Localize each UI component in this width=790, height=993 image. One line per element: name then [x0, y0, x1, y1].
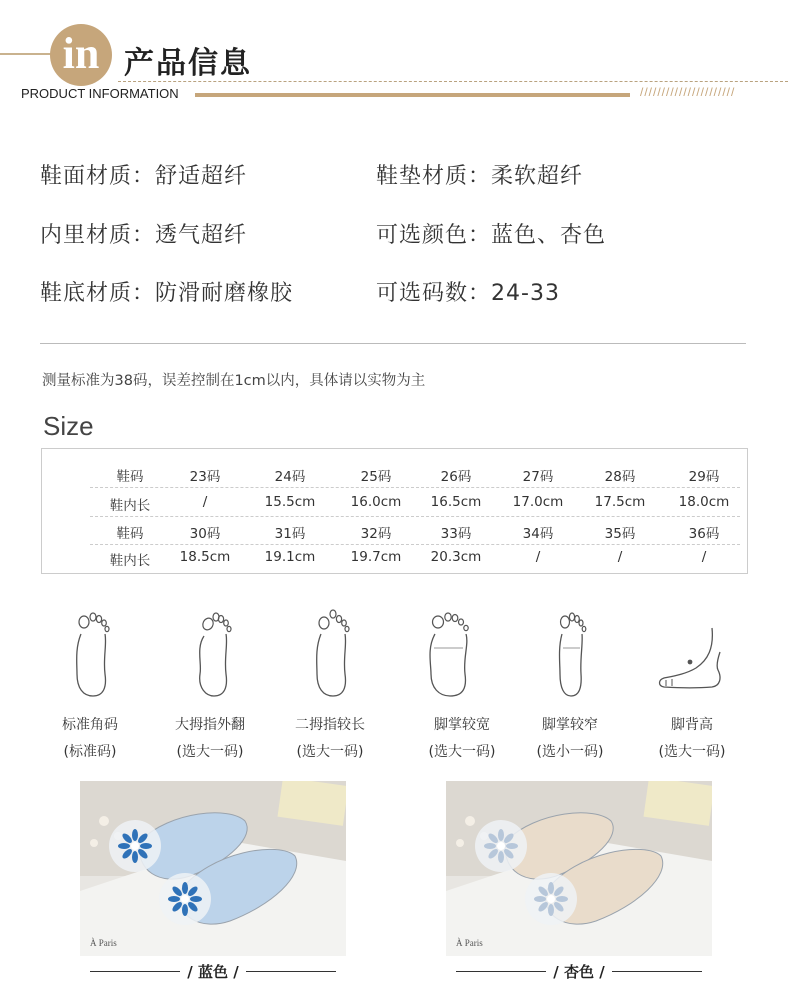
material-label: 鞋垫材质：	[376, 164, 492, 189]
gem-petal	[140, 843, 152, 849]
size-cell: 31码	[274, 526, 306, 542]
material-lining	[40, 218, 247, 249]
page-subtitle: PRODUCT INFORMATION	[21, 86, 179, 101]
size-row-label: 鞋内长	[109, 498, 151, 514]
foot-bunion-icon	[168, 608, 258, 700]
material-value: 柔软超纤	[491, 164, 584, 189]
size-cell: 24码	[274, 469, 306, 485]
gem-center	[131, 842, 139, 850]
page-title: 产品信息	[124, 46, 252, 81]
gem-flower	[159, 873, 211, 925]
size-section-title: Size	[43, 411, 94, 441]
foot-type-recommendation: (选大一码)	[428, 744, 496, 760]
material-value: 蓝色、杏色	[491, 223, 607, 248]
caption-rule	[612, 971, 702, 972]
size-cell: 33码	[440, 526, 472, 542]
foot-type-recommendation: (标准码)	[63, 744, 117, 760]
gem-petal	[168, 896, 180, 902]
section-divider	[40, 343, 746, 344]
size-cell: 18.5cm	[179, 549, 231, 565]
foot-long-second-toe-icon	[287, 608, 377, 700]
foot-type-name: 二拇指较长	[295, 717, 365, 733]
foot-narrow-icon	[526, 608, 616, 700]
header-slashes: //////////////////////	[640, 85, 736, 99]
foot-wide-icon	[405, 608, 495, 700]
gem-petal	[498, 829, 504, 841]
foot-type-name: 脚掌较宽	[434, 717, 490, 733]
size-row-label: 鞋内长	[109, 553, 151, 569]
gem-petal	[182, 882, 188, 894]
material-value: 24-33	[491, 281, 560, 306]
svg-text:À Paris: À Paris	[90, 938, 117, 948]
material-upper	[40, 159, 247, 190]
material-insole	[376, 159, 583, 190]
gem-center	[547, 895, 555, 903]
size-cell: 20.3cm	[430, 549, 482, 565]
size-cell: 29码	[688, 469, 720, 485]
size-cell: 15.5cm	[264, 494, 316, 510]
gem-flower	[109, 820, 161, 872]
size-cell: /	[202, 494, 208, 510]
size-cell: 28码	[604, 469, 636, 485]
material-label: 可选码数：	[376, 281, 492, 306]
foot-high-instep-icon	[645, 608, 735, 700]
caption-rule	[246, 971, 336, 972]
material-label: 鞋底材质：	[40, 281, 156, 306]
size-cell: 19.7cm	[350, 549, 402, 565]
size-cell: 25码	[360, 469, 392, 485]
measurement-note: 测量标准为38码，误差控制在1cm以内，具体请以实物为主	[42, 373, 426, 389]
foot-type-recommendation: (选大一码)	[296, 744, 364, 760]
header-badge-text: in	[62, 29, 100, 78]
color-caption-blue: / 蓝色 /	[187, 963, 239, 981]
size-cell: 34码	[522, 526, 554, 542]
product-photo-blue	[80, 781, 346, 956]
gem-center	[181, 895, 189, 903]
header-accent-bar	[195, 93, 630, 97]
material-value: 透气超纤	[155, 223, 248, 248]
material-label: 内里材质：	[40, 223, 156, 248]
gem-flower	[475, 820, 527, 872]
table-row-divider	[90, 487, 740, 488]
gem-flower	[525, 873, 577, 925]
material-value: 舒适超纤	[155, 164, 248, 189]
size-cell: 27码	[522, 469, 554, 485]
gem-petal	[118, 843, 130, 849]
material-value: 防滑耐磨橡胶	[155, 281, 294, 306]
size-cell: /	[701, 549, 707, 565]
material-sole	[40, 276, 293, 307]
size-cell: /	[617, 549, 623, 565]
table-row-divider	[90, 544, 740, 545]
gem-petal	[506, 843, 518, 849]
foot-standard-icon	[47, 608, 137, 700]
foot-type-recommendation: (选大一码)	[176, 744, 244, 760]
gem-petal	[132, 851, 138, 863]
foot-type-name: 大拇指外翻	[175, 717, 245, 733]
gem-petal	[498, 851, 504, 863]
size-cell: 16.0cm	[350, 494, 402, 510]
color-caption-apricot: / 杏色 /	[553, 963, 605, 981]
foot-type-recommendation: (选大一码)	[658, 744, 726, 760]
size-cell: 26码	[440, 469, 472, 485]
foot-type-name: 脚背高	[671, 717, 713, 733]
product-photo-apricot	[446, 781, 712, 956]
gem-petal	[534, 896, 546, 902]
size-cell: 30码	[189, 526, 221, 542]
gem-petal	[556, 896, 568, 902]
gem-center	[497, 842, 505, 850]
size-cell: 32码	[360, 526, 392, 542]
gem-petal	[132, 829, 138, 841]
gem-petal	[484, 843, 496, 849]
svg-text:À Paris: À Paris	[456, 938, 483, 948]
size-cell: 17.0cm	[512, 494, 564, 510]
size-row-label: 鞋码	[116, 526, 144, 542]
size-cell: 35码	[604, 526, 636, 542]
foot-type-name: 脚掌较窄	[542, 717, 598, 733]
material-sizes	[376, 276, 560, 307]
size-row-label: 鞋码	[116, 469, 144, 485]
size-cell: 18.0cm	[678, 494, 730, 510]
material-colors	[376, 218, 606, 249]
size-cell: 17.5cm	[594, 494, 646, 510]
size-cell: 36码	[688, 526, 720, 542]
table-row-divider	[90, 516, 740, 517]
material-label: 鞋面材质：	[40, 164, 156, 189]
size-cell: 19.1cm	[264, 549, 316, 565]
gem-petal	[190, 896, 202, 902]
size-cell: 16.5cm	[430, 494, 482, 510]
gem-petal	[548, 904, 554, 916]
size-cell: 23码	[189, 469, 221, 485]
foot-type-name: 标准角码	[62, 717, 118, 733]
gem-petal	[548, 882, 554, 894]
material-label: 可选颜色：	[376, 223, 492, 248]
foot-type-recommendation: (选小一码)	[536, 744, 604, 760]
gem-petal	[182, 904, 188, 916]
size-cell: /	[535, 549, 541, 565]
